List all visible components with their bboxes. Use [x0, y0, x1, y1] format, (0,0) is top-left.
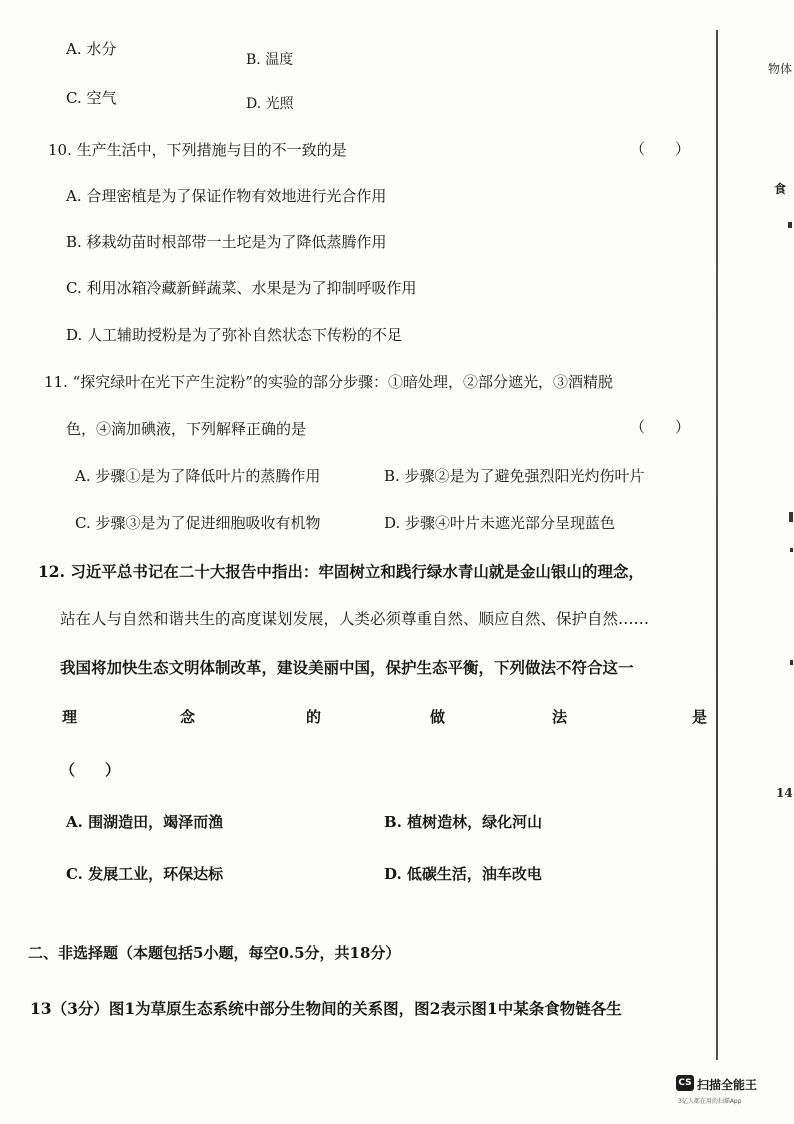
q12-option-d: D. 低碳生活，油车改电: [384, 865, 542, 883]
q12-spaced-char-4: 做: [430, 708, 446, 726]
q12-spaced-char-5: 法: [552, 708, 568, 726]
q9-option-a: A. 水分: [66, 40, 117, 58]
watermark-name: 扫描全能王: [697, 1078, 758, 1092]
right-edge-text-3: 14: [776, 786, 793, 800]
q12-stem-line3: 我国将加快生态文明体制改革，建设美丽中国，保护生态平衡，下列做法不符合这一: [60, 658, 634, 677]
q12-option-b: B. 植树造林，绿化河山: [384, 813, 543, 831]
q12-option-c: C. 发展工业，环保达标: [66, 865, 224, 883]
edge-mark: [790, 660, 793, 665]
edge-mark: [788, 222, 792, 228]
q11-option-c: C. 步骤③是为了促进细胞吸收有机物: [75, 514, 321, 532]
q9-option-c: C. 空气: [66, 89, 117, 107]
q11-stem-line1: 11. “探究绿叶在光下产生淀粉”的实验的部分步骤：①暗处理，②部分遮光，③酒精脱: [44, 373, 613, 391]
right-edge-text-1: 物体: [768, 62, 793, 76]
q11-option-a: A. 步骤①是为了降低叶片的蒸腾作用: [75, 467, 321, 485]
q9-option-b: B. 温度: [246, 52, 294, 68]
watermark-subtitle: 3亿人都在用的扫描App: [678, 1098, 742, 1105]
right-edge-text-2: 食: [774, 182, 787, 196]
q10-option-d: D. 人工辅助授粉是为了弥补自然状态下传粉的不足: [66, 326, 403, 344]
q10-option-c: C. 利用冰箱冷藏新鲜蔬菜、水果是为了抑制呼吸作用: [66, 279, 417, 297]
q12-option-a: A. 围湖造田，竭泽而渔: [66, 813, 224, 831]
q11-option-b: B. 步骤②是为了避免强烈阳光灼伤叶片: [384, 467, 645, 485]
q9-option-d: D. 光照: [246, 96, 294, 112]
q12-spaced-char-3: 的: [306, 708, 322, 726]
q11-answer-paren: （ ）: [630, 418, 691, 436]
q12-stem-line1: 12. 习近平总书记在二十大报告中指出：牢固树立和践行绿水青山就是金山银山的理念，: [38, 562, 644, 581]
q12-stem-line2: 站在人与自然和谐共生的高度谋划发展，人类必须尊重自然、顺应自然、保护自然……: [60, 610, 650, 628]
q11-stem-line2: 色，④滴加碘液，下列解释正确的是: [66, 420, 307, 438]
edge-mark: [790, 548, 793, 552]
q13-stem: 13（3分）图1为草原生态系统中部分生物间的关系图，图2表示图1中某条食物链各生: [30, 999, 622, 1018]
q10-option-b: B. 移栽幼苗时根部带一土坨是为了降低蒸腾作用: [66, 233, 387, 251]
q12-spaced-char-6: 是: [692, 708, 708, 726]
camscanner-logo-icon: CS: [676, 1075, 694, 1091]
q10-option-a: A. 合理密植是为了保证作物有效地进行光合作用: [66, 187, 387, 205]
q12-spaced-char-2: 念: [180, 708, 196, 726]
q12-answer-paren: （ ）: [60, 761, 121, 779]
section-heading: 二、非选择题（本题包括5小题，每空0.5分，共18分）: [28, 944, 401, 962]
page-fold-line: [716, 30, 718, 1060]
edge-mark: [789, 512, 793, 522]
q10-stem: 10. 生产生活中，下列措施与目的不一致的是: [48, 141, 347, 159]
q11-option-d: D. 步骤④叶片未遮光部分呈现蓝色: [384, 514, 616, 532]
q10-answer-paren: （ ）: [630, 140, 691, 158]
q12-spaced-char-1: 理: [62, 708, 78, 726]
